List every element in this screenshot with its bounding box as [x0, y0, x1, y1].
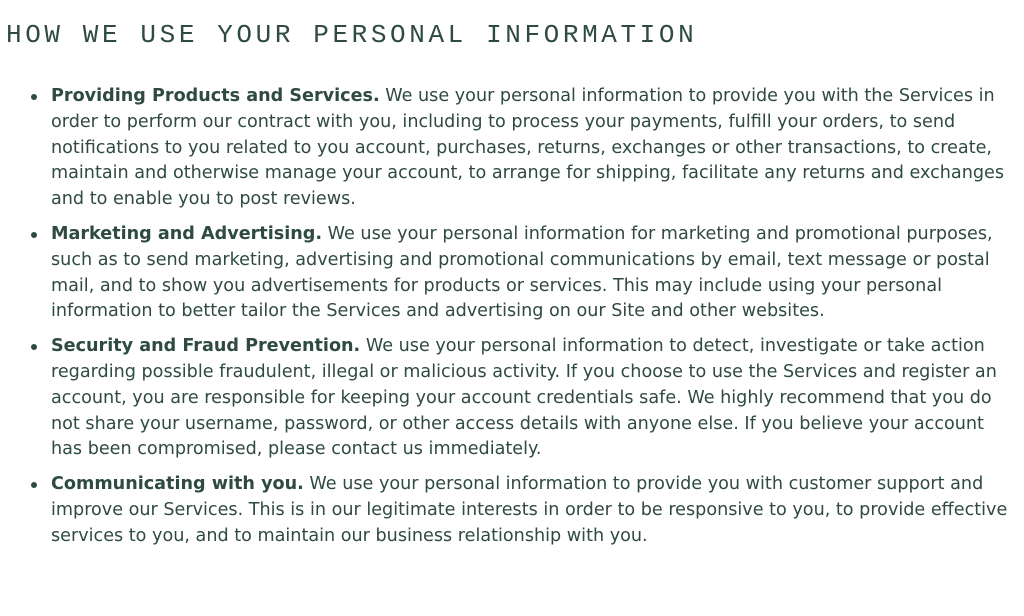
- item-body: We use your personal information for marketing and promotional purposes, such as to send marketing, advertising and promotional communications by email, text message or postal mail, and to show you advertisements for products or services. This may include using your personal information to better tailor the Services and advertising on our Site and other websites.: [51, 223, 993, 322]
- list-item-providing-products: [51, 84, 1017, 213]
- item-body: We use your personal information to provide you with the Services in order to perform our contract with you, including to process your payments, fulfill your orders, to send notifications to you related to you account, purchases, returns, exchanges or other transactions, to create, maintain and otherwise manage your account, to arrange for shipping, facilitate any returns and exchanges and to enable you to post reviews.: [51, 86, 1005, 210]
- item-body: We use your personal information to provide you with customer support and improve our Services. This is in our legitimate interests in order to be responsive to you, to provide effective services to you, and to maintain our business relationship with you.: [51, 474, 1008, 546]
- item-heading: Providing Products and Services.: [51, 86, 380, 106]
- item-heading: Security and Fraud Prevention.: [51, 336, 361, 357]
- section-title: HOW WE USE YOUR PERSONAL INFORMATION: [6, 20, 698, 50]
- item-body: We use your personal information to detect, investigate or take action regarding possible fraudulent, illegal or malicious activity. If you choose to use the Services and register an account, you are responsible for keeping your account credentials safe. We highly recommend that you do not share your username, password, or other access details with anyone else. If you believe your account has been compromised, please contact us immediately.: [51, 336, 997, 460]
- item-heading: Communicating with you.: [51, 474, 304, 495]
- list-item-security: [51, 334, 1017, 463]
- list-item-communicating: [51, 472, 1017, 549]
- list-item-marketing: [51, 222, 1017, 325]
- policy-list: [51, 84, 1017, 559]
- item-heading: Marketing and Advertising.: [51, 223, 323, 244]
